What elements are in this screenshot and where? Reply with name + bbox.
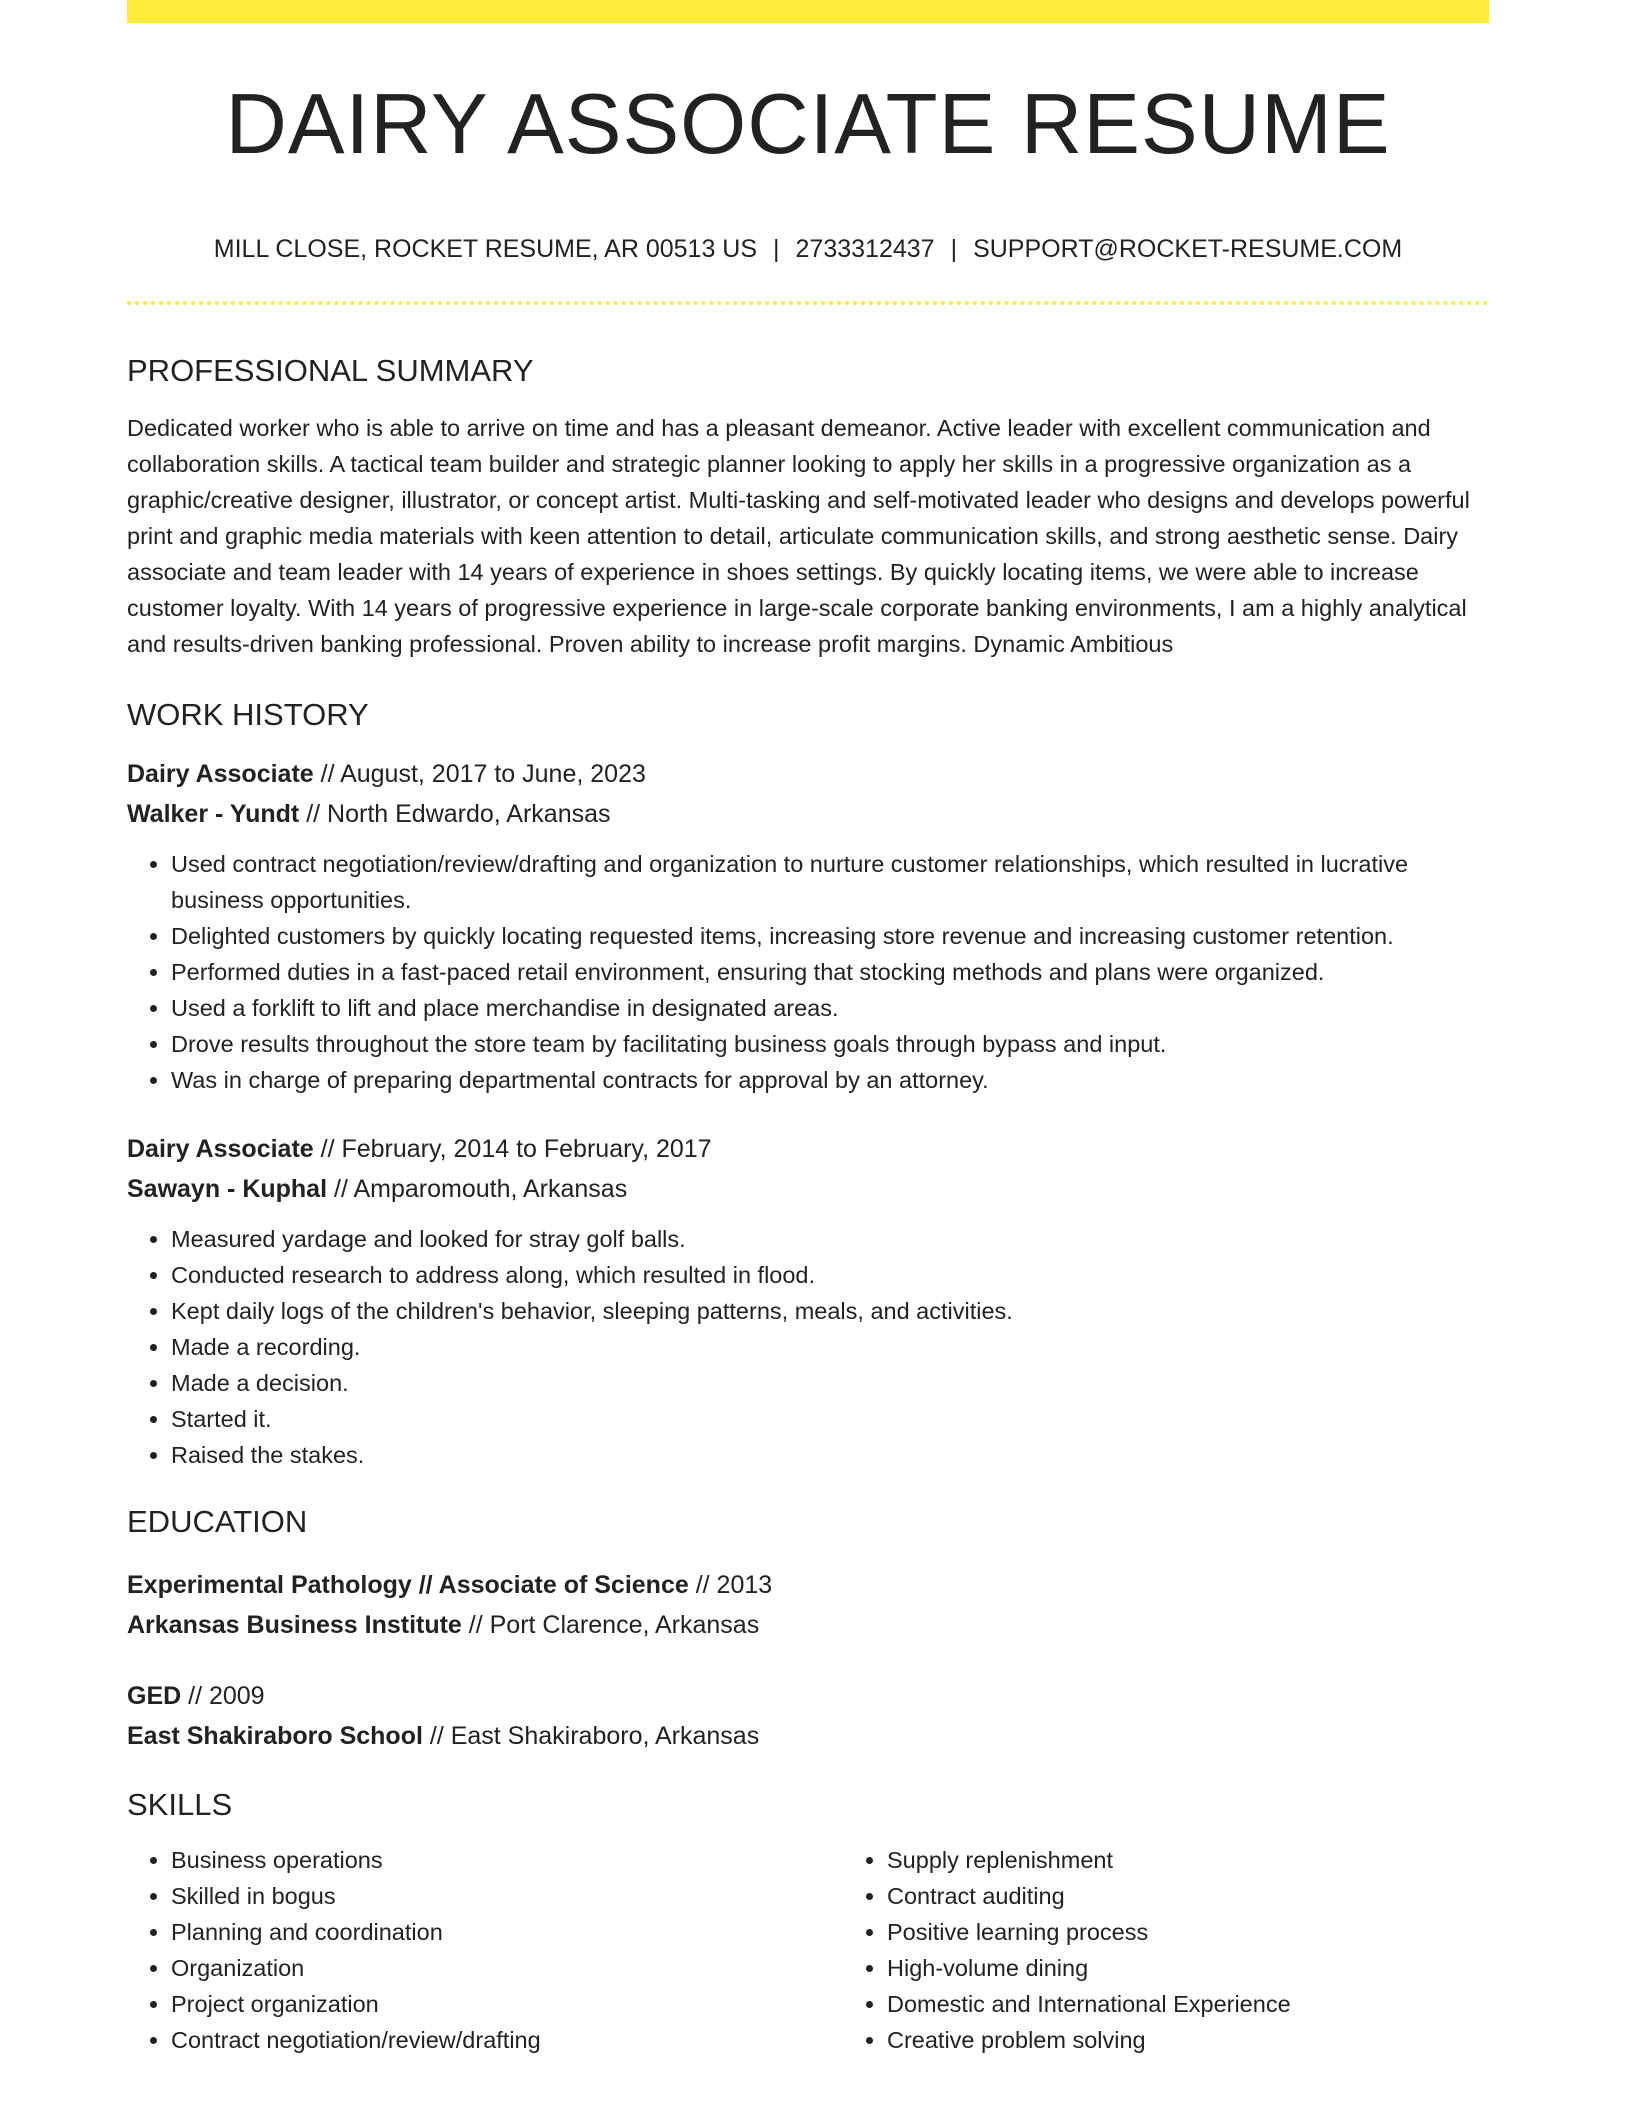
skills-list-left (127, 1842, 843, 2058)
contact-phone: 2733312437 (795, 235, 935, 263)
list-item: • Raised the stakes. (171, 1437, 1489, 1473)
work-history-heading: WORK HISTORY (127, 697, 369, 732)
education-school-line (127, 1605, 1489, 1645)
list-item: • Domestic and International Experience (887, 1986, 1559, 2022)
accent-top-bar (127, 0, 1489, 23)
list-item: • Creative problem solving (887, 2022, 1559, 2058)
summary-heading: PROFESSIONAL SUMMARY (127, 353, 534, 388)
job-entry (127, 1129, 1489, 1473)
skills-list-right (843, 1842, 1559, 2058)
contact-email: SUPPORT@ROCKET-RESUME.COM (973, 235, 1403, 263)
education-year: // 2013 (688, 1571, 773, 1599)
education-entry (127, 1676, 1489, 1756)
education-school: Arkansas Business Institute (127, 1611, 462, 1639)
job-title-line (127, 1129, 1489, 1169)
list-item: • Contract auditing (887, 1878, 1559, 1914)
list-item: • Skilled in bogus (171, 1878, 843, 1914)
job-position: Dairy Associate (127, 760, 314, 788)
education-location: // Port Clarence, Arkansas (461, 1611, 760, 1639)
list-item: • Organization (171, 1950, 843, 1986)
list-item: • Positive learning process (887, 1914, 1559, 1950)
job-company-line (127, 1169, 1489, 1209)
job-entry (127, 754, 1489, 1098)
skills-heading: SKILLS (127, 1787, 233, 1822)
education-school: East Shakiraboro School (127, 1722, 423, 1750)
list-item: • Kept daily logs of the children's behavior, sleeping patterns, meals, and activities. (171, 1293, 1489, 1329)
list-item: • Performed duties in a fast-paced retail environment, ensuring that stocking methods and plans were organized. (171, 954, 1489, 990)
education-degree-line (127, 1676, 1489, 1716)
contact-line (127, 237, 1489, 262)
list-item: • Was in charge of preparing departmental contracts for approval by an attorney. (171, 1062, 1489, 1098)
job-dates: // February, 2014 to February, 2017 (313, 1135, 712, 1163)
dotted-divider (127, 301, 1489, 305)
education-degree: GED (127, 1682, 182, 1710)
skills-columns (127, 1842, 1489, 2058)
list-item: • Drove results throughout the store team by facilitating business goals through bypass and input. (171, 1026, 1489, 1062)
contact-address: MILL CLOSE, ROCKET RESUME, AR 00513 US (213, 235, 758, 263)
job-company-line (127, 794, 1489, 834)
list-item: • Started it. (171, 1401, 1489, 1437)
job-location: // Amparomouth, Arkansas (327, 1175, 628, 1203)
job-position: Dairy Associate (127, 1135, 314, 1163)
resume-title: DAIRY ASSOCIATE RESUME (225, 77, 1391, 172)
list-item: • Planning and coordination (171, 1914, 843, 1950)
resume-page (127, 0, 1489, 2058)
list-item: • Delighted customers by quickly locating requested items, increasing store revenue and increasing customer retention. (171, 918, 1489, 954)
education-degree-line (127, 1565, 1489, 1605)
education-heading: EDUCATION (127, 1504, 308, 1539)
job-title-line (127, 754, 1489, 794)
education-entry (127, 1565, 1489, 1645)
list-item: • Used a forklift to lift and place merchandise in designated areas. (171, 990, 1489, 1026)
list-item: • High-volume dining (887, 1950, 1559, 1986)
list-item: • Used contract negotiation/review/drafting and organization to nurture customer relationships, which resulted in lucrative business opportunities. (171, 846, 1489, 918)
list-item: • Contract negotiation/review/drafting (171, 2022, 843, 2058)
job-company: Walker - Yundt (127, 800, 300, 828)
job-dates: // August, 2017 to June, 2023 (313, 760, 646, 788)
list-item: • Supply replenishment (887, 1842, 1559, 1878)
list-item: • Made a decision. (171, 1365, 1489, 1401)
list-item: • Made a recording. (171, 1329, 1489, 1365)
education-school-line (127, 1716, 1489, 1756)
contact-separator: | (950, 235, 958, 263)
list-item: • Conducted research to address along, which resulted in flood. (171, 1257, 1489, 1293)
job-company: Sawayn - Kuphal (127, 1175, 328, 1203)
job-duties-list (127, 846, 1489, 1098)
list-item: • Business operations (171, 1842, 843, 1878)
job-location: // North Edwardo, Arkansas (299, 800, 611, 828)
education-year: // 2009 (181, 1682, 265, 1710)
job-duties-list (127, 1221, 1489, 1473)
list-item: • Measured yardage and looked for stray golf balls. (171, 1221, 1489, 1257)
education-location: // East Shakiraboro, Arkansas (422, 1722, 760, 1750)
education-degree: Experimental Pathology // Associate of Science (127, 1571, 689, 1599)
contact-separator: | (773, 235, 780, 263)
list-item: • Project organization (171, 1986, 843, 2022)
summary-text: Dedicated worker who is able to arrive on time and has a pleasant demeanor. Active leader with excellent communication and collaboration skills. A tactical team builder and strategic planner looking to apply her skills in a progressive organization as a graphic/creative designer, illustrator, or concept artist. Multi-tasking and self-motivated leader who designs and develops powerful print and graphic media materials with keen attention to detail, articulate communication skills, and strong aesthetic sense. Dairy associate and team leader with 14 years of experience in shoes settings. By quickly locating items, we were able to increase customer loyalty. With 14 years of progressive experience in large-scale corporate banking environments, I am a highly analytical and results-driven banking professional. Proven ability to increase profit margins. Dynamic Ambitious (127, 415, 1470, 657)
